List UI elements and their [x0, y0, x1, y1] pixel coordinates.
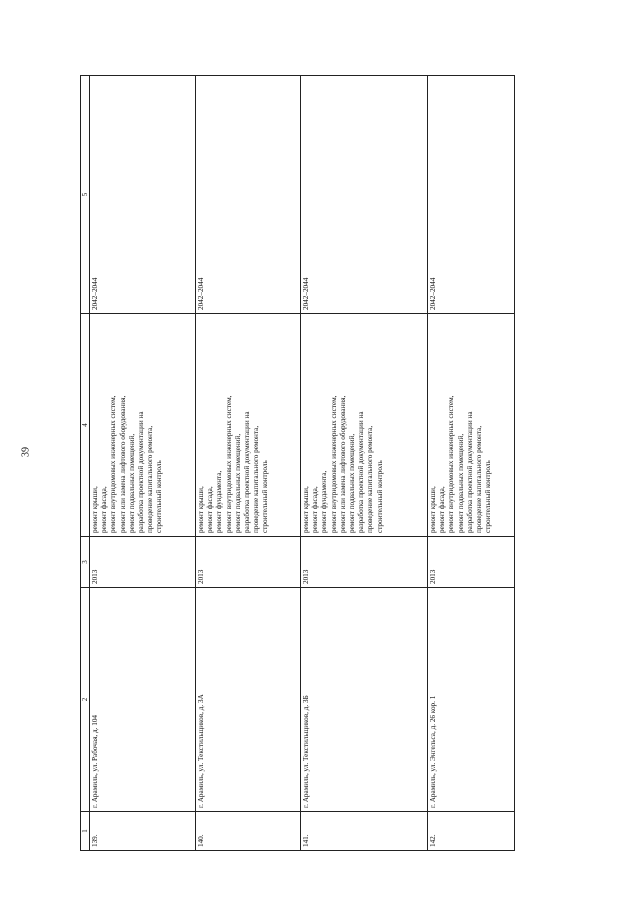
work-item: строительный контроль [155, 460, 164, 533]
work-item: ремонт фасада, [311, 486, 320, 533]
row-number: 140. [196, 812, 301, 851]
work-item: проведение капитального ремонта, [146, 425, 155, 533]
work-item: ремонт крыши, [91, 486, 99, 533]
row-year: 2013 [196, 537, 301, 588]
work-item: строительный контроль [375, 460, 384, 533]
row-works [90, 314, 196, 537]
work-item: ремонт подвальных помещений, [456, 433, 465, 533]
work-item: ремонт внутридомовых инженерных систем, [329, 395, 338, 533]
work-item: ремонт внутридомовых инженерных систем, [224, 395, 233, 533]
row-works [428, 314, 515, 537]
work-item: ремонт или замена лифтового оборудования, [118, 395, 127, 533]
row-year: 2013 [90, 537, 196, 588]
row-address: г. Арамиль, ул. Текстильщиков, д. 3А [196, 588, 301, 812]
works-list [429, 317, 493, 533]
table-row [90, 76, 196, 851]
works-list [197, 317, 271, 533]
row-year: 2013 [301, 537, 428, 588]
header-row [81, 76, 90, 851]
work-item: разработка проектной документации на [465, 411, 474, 533]
work-item: ремонт или замена лифтового оборудования, [338, 395, 347, 533]
row-period: 2042–2044 [90, 76, 196, 314]
row-period: 2042–2044 [428, 76, 515, 314]
work-item: ремонт фундамента, [320, 470, 329, 533]
work-item: ремонт крыши, [197, 486, 205, 533]
row-period: 2042–2044 [301, 76, 428, 314]
table-row [428, 76, 515, 851]
row-works [196, 314, 301, 537]
row-number: 142. [428, 812, 515, 851]
work-item: ремонт внутридомовых инженерных систем, [109, 395, 118, 533]
row-year: 2013 [428, 537, 515, 588]
work-item: ремонт фасада, [100, 486, 109, 533]
row-period: 2042–2044 [196, 76, 301, 314]
work-item: проведение капитального ремонта, [366, 425, 375, 533]
repair-schedule-table [80, 75, 515, 851]
works-list [91, 317, 165, 533]
work-item: разработка проектной документации на [137, 411, 146, 533]
work-item: разработка проектной документации на [357, 411, 366, 533]
header-col-5: 5 [81, 76, 90, 314]
row-number: 139. [90, 812, 196, 851]
header-col-1: 1 [81, 812, 90, 851]
row-number: 141. [301, 812, 428, 851]
work-item: ремонт фундамента, [215, 470, 224, 533]
row-works [301, 314, 428, 537]
page-number: 39 [20, 447, 32, 457]
rotated-table-container [80, 76, 532, 851]
work-item: ремонт внутридомовых инженерных систем, [447, 395, 456, 533]
work-item: ремонт подвальных помещений, [127, 433, 136, 533]
row-address: г. Арамиль, ул. Энгельса, д. 26 кор. 1 [428, 588, 515, 812]
work-item: строительный контроль [261, 460, 270, 533]
table-row [301, 76, 428, 851]
work-item: проведение капитального ремонта, [252, 425, 261, 533]
work-item: проведение капитального ремонта, [475, 425, 484, 533]
header-col-2: 2 [81, 588, 90, 812]
work-item: ремонт крыши, [302, 486, 310, 533]
work-item: ремонт подвальных помещений, [233, 433, 242, 533]
row-address: г. Арамиль, ул. Текстильщиков, д. 3Б [301, 588, 428, 812]
row-address: г. Арамиль, ул. Рабочая, д. 104 [90, 588, 196, 812]
work-item: ремонт крыши, [429, 486, 437, 533]
header-col-3: 3 [81, 537, 90, 588]
work-item: разработка проектной документации на [243, 411, 252, 533]
table-row [196, 76, 301, 851]
works-list [302, 317, 385, 533]
work-item: ремонт фасада, [206, 486, 215, 533]
header-col-4: 4 [81, 314, 90, 537]
work-item: строительный контроль [484, 460, 493, 533]
work-item: ремонт фасада, [438, 486, 447, 533]
work-item: ремонт подвальных помещений, [348, 433, 357, 533]
